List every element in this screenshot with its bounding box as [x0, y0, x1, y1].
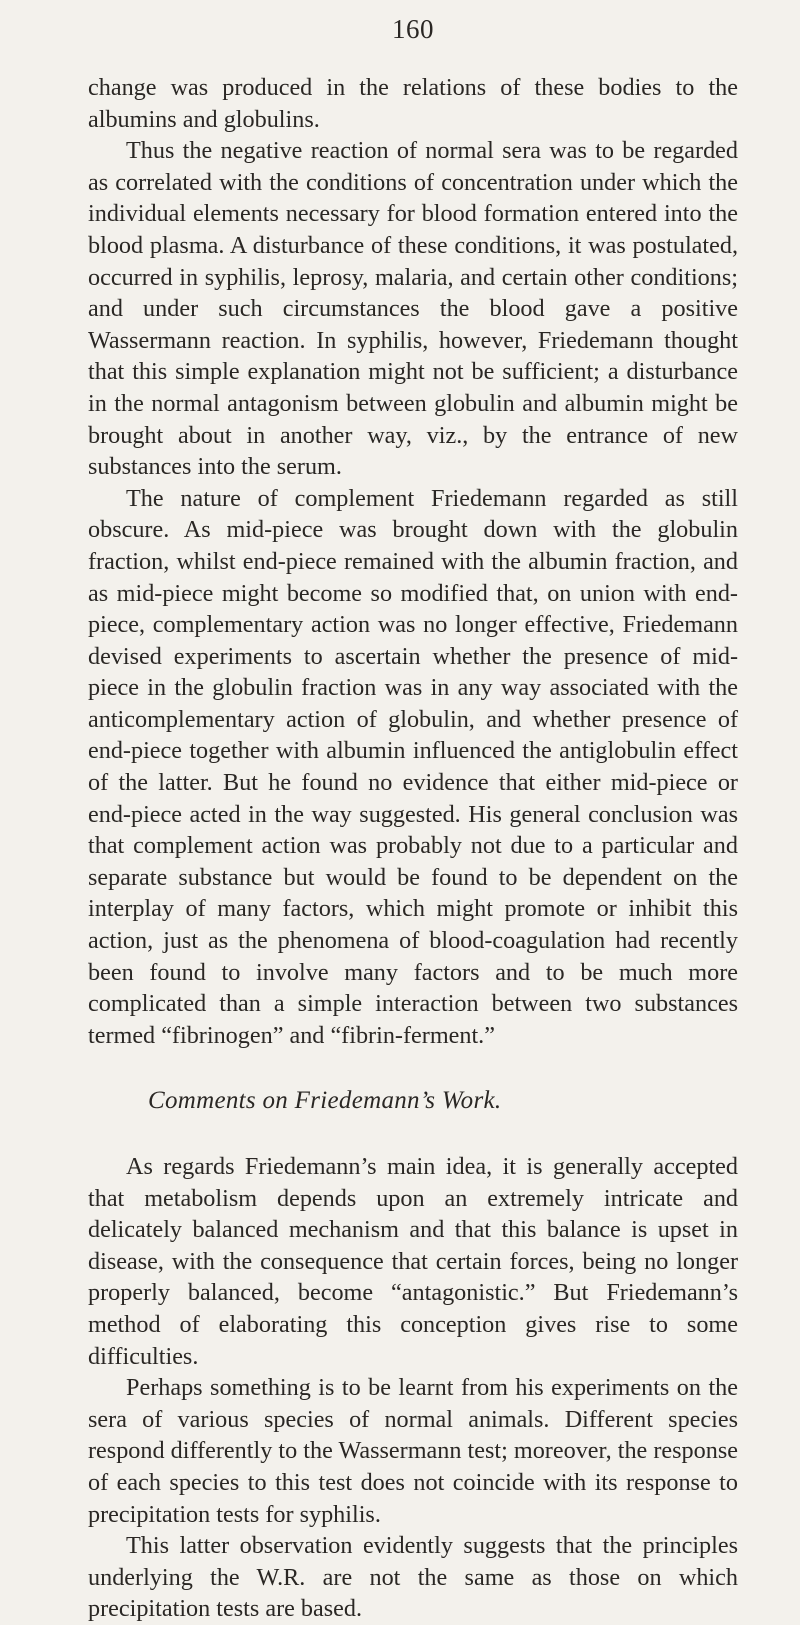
paragraph: This latter observation evidently suggests that the principles underlying the W.R. are not the same as those on which precipitation tests are based. [88, 1532, 738, 1623]
paragraph: Thus the negative reaction of normal sera was to be regarded as correlated with the conditions of concentration under which the individual elements necessary for blood formation entered into the blood plasma. A disturbance of these conditions, it was postulated, occurred in syphilis, leprosy, malaria, and certain other conditions; and under such circumstances the blood gave a positive Wassermann reaction. In syphilis, however, Friedemann thought that this simple explanation might not be sufficient; a disturbance in the normal antagonism between globulin and albumin might be brought about in another way, viz., by the entrance of new substances into the serum. [88, 137, 738, 481]
paragraph: Perhaps something is to be learnt from his experiments on the sera of various species of normal animals. Different species respond differently to the Wassermann test; moreover, the response of each species to this test does not coincide with its response to precipitation tests for syphilis. [88, 1374, 738, 1528]
paragraph: As regards Friedemann’s main idea, it is generally accepted that metabolism depends upon an extremely intricate and delicately balanced mechanism and that this balance is upset in disease, with the consequence that certain forces, being no longer properly balanced, become “antagonistic.” But Friedemann’s method of elaborating this conception gives rise to some difficulties. [88, 1153, 738, 1370]
page-body [88, 72, 738, 1625]
paragraph-continuation: change was produced in the relations of these bodies to the albumins and globulins. [88, 74, 738, 133]
page-number: 160 [392, 14, 434, 44]
paragraph: The nature of complement Friedemann regarded as still obscure. As mid-piece was brought down with the globulin fraction, whilst end-piece remained with the albumin fraction, and as mid-piece might become so modified that, on union with end-piece, complementary action was no longer effective, Friedemann devised experiments to ascertain whether the presence of mid-piece in the globulin fraction was in any way associated with the anticomplementary action of globulin, and whether presence of end-piece together with albumin influenced the antiglobulin effect of the latter. But he found no evidence that either mid-piece or end-piece acted in the way suggested. His general conclusion was that complement action was probably not due to a particular and separate substance but would be found to be dependent on the interplay of many factors, which might promote or inhibit this action, just as the phenomena of blood-coagulation had recently been found to involve many factors and to be much more complicated than a simple interaction between two substances termed “fibrinogen” and “fibrin-ferment.” [88, 484, 738, 1049]
section-heading: Comments on Friedemann’s Work. [148, 1087, 502, 1115]
